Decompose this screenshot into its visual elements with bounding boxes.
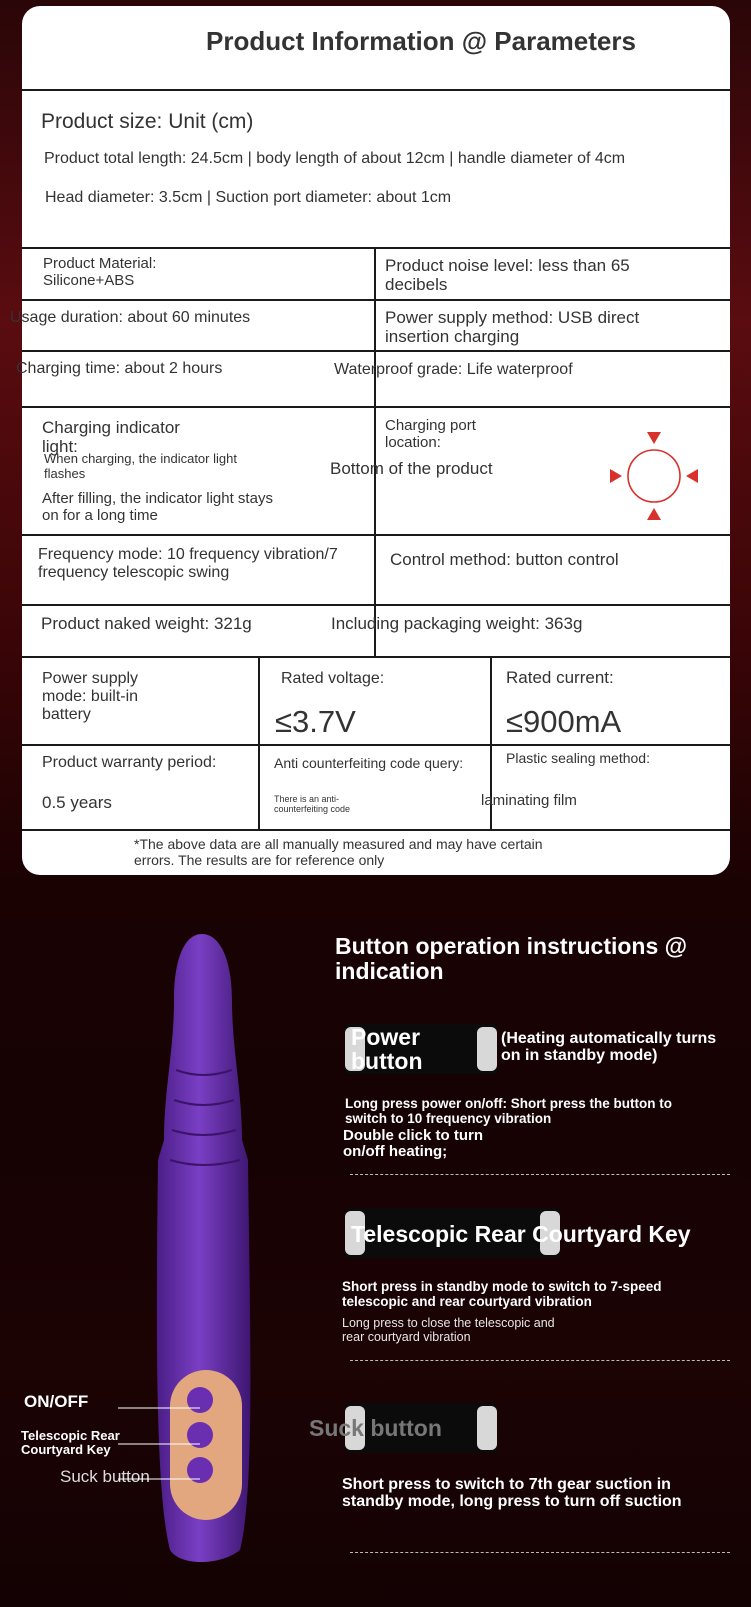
pack-weight-spec: Including packaging weight: 363g <box>331 614 583 633</box>
divider <box>22 829 730 831</box>
arrow-up-icon <box>647 508 661 520</box>
noise-spec: Product noise level: less than 65 decibels <box>385 256 630 295</box>
size-line-1: Product total length: 24.5cm | body length of about 12cm | handle diameter of 4cm <box>44 150 626 167</box>
anti-counterfeit-label: Anti counterfeiting code query: <box>274 755 464 771</box>
power-button-label: Power button <box>351 1024 423 1075</box>
arrow-left-icon <box>686 469 698 483</box>
port-circle <box>628 450 680 502</box>
usage-spec: Usage duration: about 60 minutes <box>10 309 251 326</box>
supply-mode-spec: Power supply mode: built-in battery <box>42 670 139 723</box>
current-value: ≤900mA <box>506 704 622 739</box>
divider <box>22 656 730 658</box>
divider <box>22 406 730 408</box>
port-value: Bottom of the product <box>330 459 493 478</box>
separator <box>350 1360 730 1361</box>
label-telescopic: Telescopic Rear Courtyard Key <box>21 1428 120 1458</box>
column-divider <box>258 658 260 829</box>
indicator-title: Charging indicator light: <box>42 418 180 457</box>
telescopic-desc-1: Short press in standby mode to switch to 7-speed telescopic and rear courtyard vibration <box>342 1279 662 1309</box>
waterproof-spec: Waterproof grade: Life waterproof <box>334 361 573 378</box>
indicator-full: After filling, the indicator light stays on for a long time <box>42 490 273 524</box>
telescopic-button-badge <box>345 1208 691 1258</box>
charging-port-diagram <box>604 426 704 526</box>
current-label: Rated current: <box>506 668 614 687</box>
size-heading: Product size: Unit (cm) <box>41 110 254 133</box>
parameters-card <box>10 6 730 875</box>
sealing-value: laminating film <box>481 792 577 809</box>
port-title: Charging port location: <box>385 417 476 451</box>
label-leader-lines <box>118 1400 208 1490</box>
separator <box>350 1174 730 1175</box>
divider <box>22 604 730 606</box>
telescopic-desc-2: Long press to close the telescopic and rear courtyard vibration <box>342 1316 555 1344</box>
label-suck: Suck button <box>60 1467 150 1486</box>
divider <box>22 299 730 301</box>
instructions-title: Button operation instructions @ indication <box>335 933 688 985</box>
naked-weight-spec: Product naked weight: 321g <box>41 614 252 633</box>
sealing-label: Plastic sealing method: <box>506 750 650 766</box>
card-title: Product Information @ Parameters <box>206 26 636 56</box>
warranty-label: Product warranty period: <box>42 754 217 771</box>
divider <box>22 350 730 352</box>
divider <box>22 89 730 91</box>
voltage-label: Rated voltage: <box>281 670 385 687</box>
material-spec: Product Material: Silicone+ABS <box>43 255 157 289</box>
power-button-badge <box>345 1024 497 1074</box>
divider <box>22 247 730 249</box>
separator <box>350 1552 730 1553</box>
voltage-value: ≤3.7V <box>275 704 356 739</box>
power-desc-2: Double click to turn on/off heating; <box>343 1127 484 1161</box>
charging-time-spec: Charging time: about 2 hours <box>16 360 223 377</box>
telescopic-button-label: Telescopic Rear Courtyard Key <box>351 1221 691 1247</box>
power-note: (Heating automatically turns on in standby mode) <box>501 1030 717 1065</box>
divider <box>22 744 730 746</box>
suck-button-label: Suck button <box>309 1415 442 1441</box>
arrow-down-icon <box>647 432 661 444</box>
footnote: *The above data are all manually measured and may have certain errors. The results are for reference only <box>134 836 543 868</box>
anti-counterfeit-value: There is an anti-counterfeiting code <box>274 794 351 815</box>
indicator-charging: When charging, the indicator light flashes <box>44 451 237 481</box>
power-desc-1: Long press power on/off: Short press the button to switch to 10 frequency vibration <box>345 1096 672 1126</box>
frequency-spec: Frequency mode: 10 frequency vibration/7 frequency telescopic swing <box>38 546 338 581</box>
suck-button-badge <box>309 1403 497 1453</box>
label-onoff: ON/OFF <box>24 1392 89 1411</box>
divider <box>22 534 730 536</box>
power-method-spec: Power supply method: USB direct insertion charging <box>385 308 640 347</box>
suck-desc: Short press to switch to 7th gear suction in standby mode, long press to turn off suction <box>342 1476 682 1511</box>
size-line-2: Head diameter: 3.5cm | Suction port diameter: about 1cm <box>45 189 452 206</box>
control-spec: Control method: button control <box>390 550 619 569</box>
warranty-value: 0.5 years <box>42 793 112 812</box>
arrow-right-icon <box>610 469 622 483</box>
column-divider <box>374 249 376 656</box>
